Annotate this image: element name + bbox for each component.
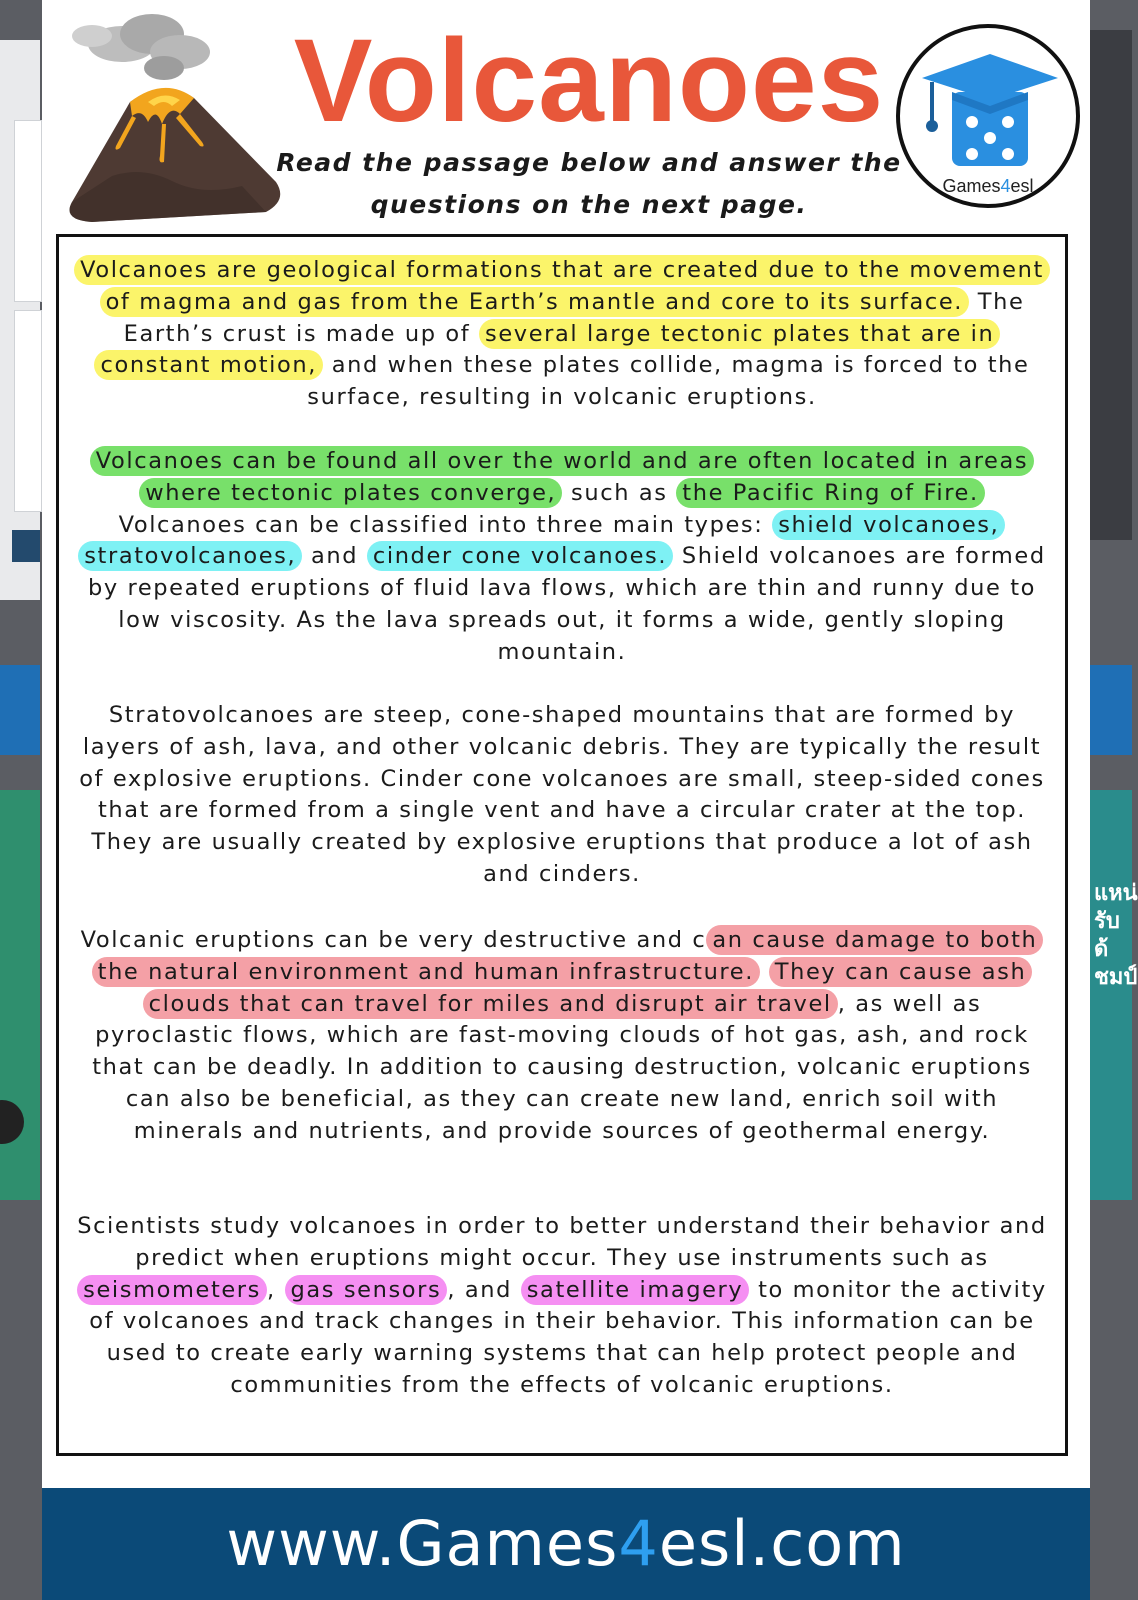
passage-text: ,	[266, 1276, 285, 1303]
url-part: www.Games	[226, 1507, 619, 1580]
passage-paragraph	[71, 1211, 1053, 1402]
highlighted-text-green: Volcanoes can be found all over the world and are often located in areas where tectonic plates converge,	[90, 446, 1034, 508]
passage-text: , as well as pyroclastic flows, which are fast-moving clouds of hot gas, ash, and rock that can be deadly. In addition to causing destruction, volcanic eruptions can also be beneficial, as they can create new land, enrich soil with minerals and nutrients, and provide sources of geothermal energy.	[92, 990, 1032, 1144]
url-part: esl.com	[658, 1507, 906, 1580]
page-thumbnail[interactable]	[14, 120, 42, 302]
passage-text: , and	[447, 1276, 521, 1303]
worksheet-header	[42, 0, 1090, 232]
footer-banner	[42, 1488, 1090, 1600]
highlighted-text-pink: gas sensors	[285, 1275, 448, 1305]
passage-text: such as	[562, 479, 677, 506]
games4esl-logo	[896, 24, 1080, 208]
passage-text: and when these plates collide, magma is forced to the surface, resulting in volcanic eruptions.	[307, 352, 1030, 411]
background-video-panel	[0, 790, 40, 1200]
graduation-cap-dice-icon	[920, 50, 1060, 174]
page-title: Volcanoes	[293, 15, 885, 147]
logo-text	[900, 176, 1076, 197]
instructions	[264, 142, 914, 226]
passage-paragraph	[71, 700, 1053, 891]
highlighted-text-yellow: several large tectonic plates that are in constant motion,	[94, 319, 1000, 381]
passage-text: Volcanoes can be classified into three main types:	[118, 511, 773, 538]
highlighted-text-green: the Pacific Ring of Fire.	[676, 478, 984, 508]
background-banner-text: แหน่ รับด้ ชมป์	[1094, 881, 1138, 990]
logo-text-part: Games	[942, 176, 1001, 196]
passage-text: Stratovolcanoes are steep, cone-shaped mountains that are formed by layers of ash, lava, and other volcanic debris. They are typically the result of explosive eruptions. Cinder cone volcanoes are small, steep-sided cones that are formed from a single vent and have a circular crater at the top. They are usually created by explosive eruptions that produce a lot of ash and cinders.	[79, 702, 1045, 887]
instructions-line: Read the passage below and answer the	[276, 148, 902, 177]
passage-text: Volcanic eruptions can be very destructive and c	[80, 927, 707, 953]
highlighted-text-pink: satellite imagery	[521, 1275, 750, 1305]
passage-text: and	[302, 543, 367, 570]
worksheet	[42, 0, 1090, 1600]
passage-paragraph	[71, 255, 1053, 414]
passage-paragraph	[71, 446, 1053, 669]
url-accent: 4	[618, 1507, 659, 1580]
background-bar	[12, 530, 40, 562]
highlighted-text-cyan: shield volcanoes,	[772, 510, 1005, 540]
background-right-banner	[1090, 790, 1138, 1200]
passage-text: The Earth’s crust is made up of	[123, 288, 1025, 347]
passage-paragraph	[71, 925, 1053, 1148]
instructions-line: questions on the next page.	[370, 190, 808, 219]
background-blue-strip	[0, 665, 40, 755]
highlighted-text-yellow: Volcanoes are geological formations that are created due to the movement of magma and gas from the Earth’s mantle and core to its surface.	[74, 255, 1050, 317]
background-right-panel	[1090, 30, 1132, 540]
highlighted-text-cyan: stratovolcanoes,	[78, 541, 302, 571]
play-button-icon[interactable]	[0, 1100, 24, 1144]
highlighted-text-pink: seismometers	[77, 1275, 267, 1305]
page-thumbnail[interactable]	[14, 310, 42, 512]
passage-text: Shield volcanoes are formed by repeated eruptions of fluid lava flows, which are thin and runny due to low viscosity. As the lava spreads out, it forms a wide, gently sloping mountain.	[87, 543, 1046, 665]
reading-passage	[56, 234, 1068, 1456]
erupting-volcano-icon	[52, 6, 292, 231]
logo-text-accent: 4	[1000, 176, 1011, 196]
background-blue-strip-right	[1090, 665, 1132, 755]
website-url[interactable]	[226, 1507, 905, 1580]
passage-text: Scientists study volcanoes in order to better understand their behavior and predict when eruptions might occur. They use instruments such as	[77, 1213, 1047, 1271]
highlighted-text-cyan: cinder cone volcanoes.	[367, 541, 673, 571]
highlighted-text-red: They can cause ash clouds that can travel for miles and disrupt air travel	[143, 957, 1033, 1019]
highlighted-text-red: an cause damage to both the natural environment and human infrastructure.	[92, 925, 1044, 987]
passage-text: to monitor the activity of volcanoes and track changes in their behavior. This information can be used to create early warning systems that can help protect people and communities from the effects of volcanic eruptions.	[89, 1276, 1047, 1398]
logo-text-part: esl	[1010, 176, 1034, 196]
passage-text	[760, 959, 769, 985]
background-left-panel	[0, 40, 40, 600]
